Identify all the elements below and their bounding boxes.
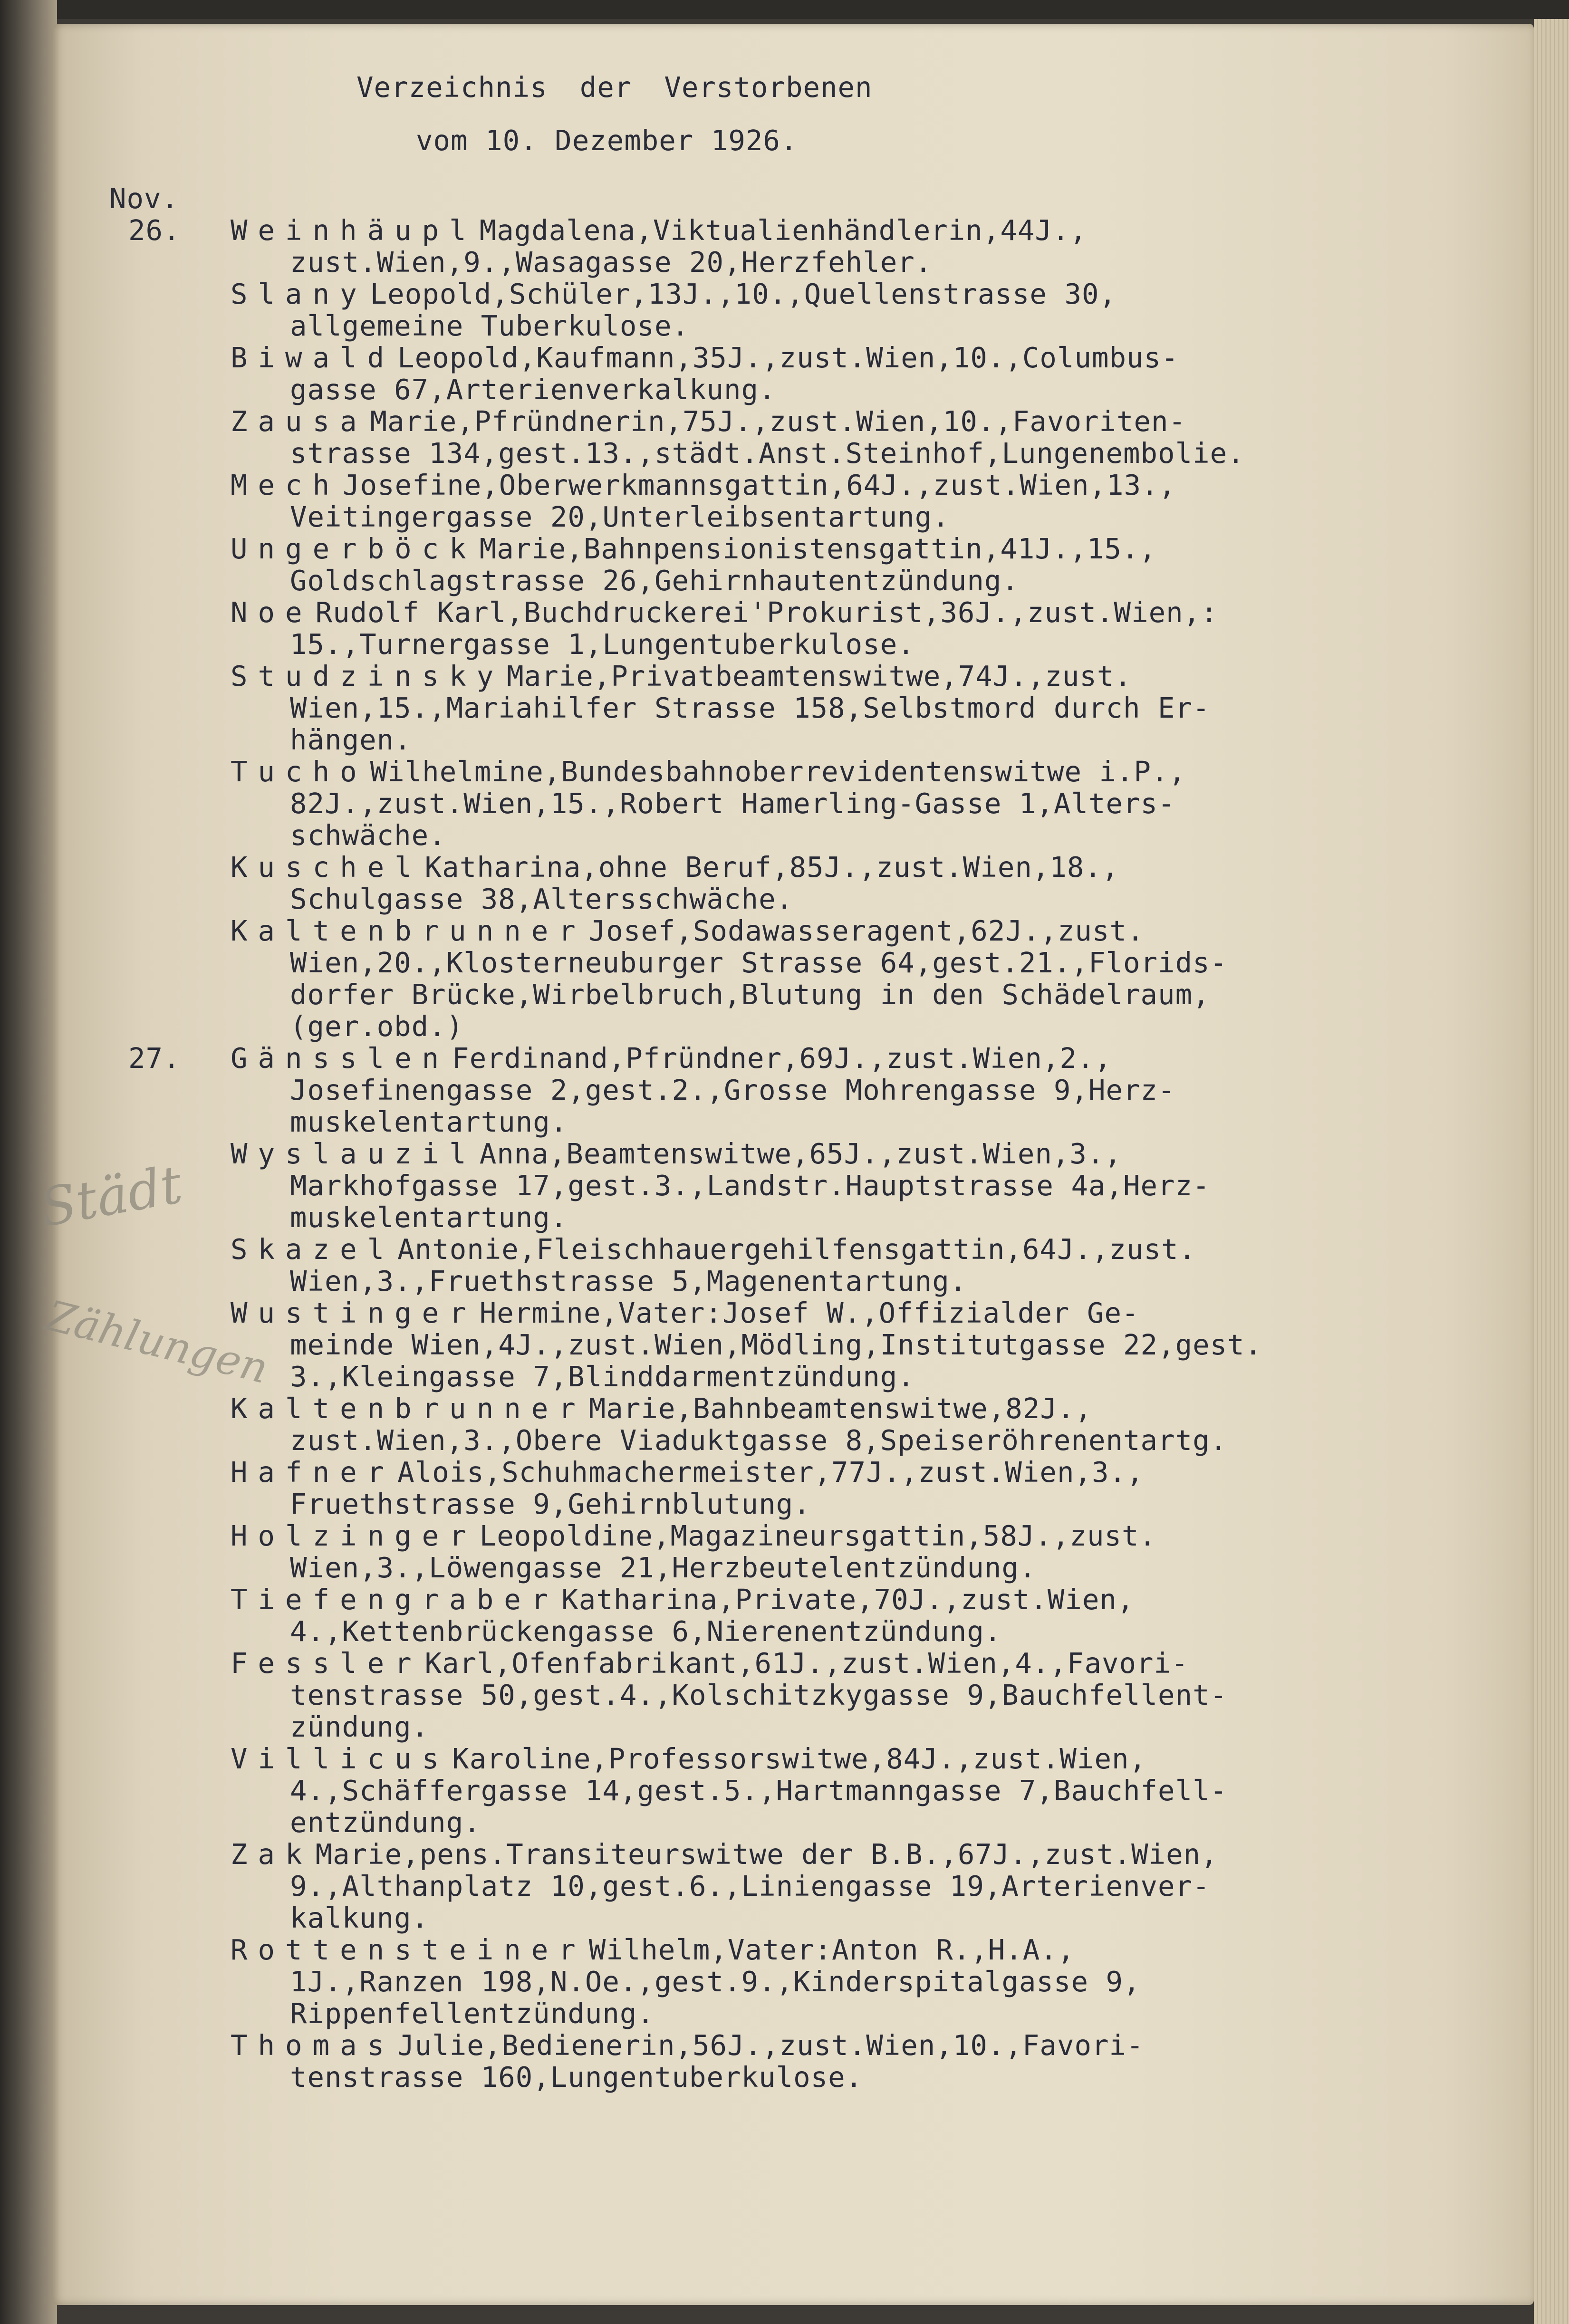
entry-first-line xyxy=(231,1392,1440,1424)
entry-surname: Kuschel xyxy=(231,851,422,884)
entry-text: Karoline,Professorswitwe,84J.,zust.Wien, xyxy=(452,1742,1147,1775)
day-number: 27. xyxy=(128,1042,181,1075)
entry-surname: Holzinger xyxy=(231,1519,477,1552)
entry-continuation-line xyxy=(231,724,1440,756)
entry-text: entzündung. xyxy=(290,1806,481,1839)
death-entry xyxy=(231,1838,1440,1934)
death-entry xyxy=(231,1392,1440,1456)
title-word: der xyxy=(579,71,632,104)
entry-text: Anna,Beamtenswitwe,65J.,zust.Wien,3., xyxy=(479,1137,1122,1170)
entry-surname: Wyslauzil xyxy=(231,1137,477,1170)
entry-text: 3.,Kleingasse 7,Blinddarmentzündung. xyxy=(290,1360,915,1393)
book-spine xyxy=(0,0,57,2324)
entry-surname: Noe xyxy=(231,596,313,629)
entry-first-line xyxy=(231,851,1440,883)
entry-continuation-line xyxy=(231,1424,1440,1456)
entry-continuation-line xyxy=(231,1997,1440,2029)
entry-continuation-line xyxy=(231,1552,1440,1584)
entry-text: Leopold,Schüler,13J.,10.,Quellenstrasse 30, xyxy=(370,278,1117,310)
entry-text: Markhofgasse 17,gest.3.,Landstr.Hauptstrasse 4a,Herz- xyxy=(290,1169,1210,1202)
scan-border-top xyxy=(0,0,1569,19)
entry-continuation-line xyxy=(231,883,1440,915)
entry-continuation-line xyxy=(231,692,1440,724)
entry-first-line xyxy=(231,214,1440,246)
death-entry xyxy=(231,915,1440,1042)
entry-text: Katharina,ohne Beruf,85J.,zust.Wien,18., xyxy=(424,851,1119,884)
entry-text: dorfer Brücke,Wirbelbruch,Blutung in den Schädelraum, xyxy=(290,978,1210,1011)
entry-surname: Weinhäupl xyxy=(231,214,477,247)
entry-surname: Skazel xyxy=(231,1233,395,1266)
margin-note-line-2: Zählungen xyxy=(41,1290,273,1393)
entry-continuation-line xyxy=(231,1074,1440,1106)
entry-continuation-line xyxy=(231,1615,1440,1647)
entry-continuation-line xyxy=(231,2061,1440,2093)
entry-first-line xyxy=(231,596,1440,628)
entry-continuation-line xyxy=(231,1775,1440,1806)
entry-continuation-line xyxy=(231,374,1440,405)
entry-text: Karl,Ofenfabrikant,61J.,zust.Wien,4.,Favori- xyxy=(424,1647,1189,1680)
death-entry xyxy=(231,1138,1440,1233)
death-entry xyxy=(231,2029,1440,2093)
death-entry xyxy=(231,851,1440,915)
entry-surname: Tiefengraber xyxy=(231,1583,559,1616)
entry-text: zündung. xyxy=(290,1710,429,1743)
entry-continuation-line xyxy=(231,1711,1440,1743)
entry-text: Josefinengasse 2,gest.2.,Grosse Mohrengasse 9,Herz- xyxy=(290,1074,1175,1106)
entry-first-line xyxy=(231,2029,1440,2061)
death-entry xyxy=(231,1584,1440,1647)
entry-text: zust.Wien,3.,Obere Viaduktgasse 8,Speiseröhrenentartg. xyxy=(290,1424,1228,1457)
entry-text: Antonie,Fleischhauergehilfensgattin,64J.,zust. xyxy=(397,1233,1196,1266)
entry-text: Julie,Bedienerin,56J.,zust.Wien,10.,Favori- xyxy=(397,2029,1144,2062)
entry-text: Marie,pens.Transiteurswitwe der B.B.,67J.,zust.Wien, xyxy=(315,1838,1218,1871)
entry-first-line xyxy=(231,533,1440,565)
entry-text: Wien,15.,Mariahilfer Strasse 158,Selbstmord durch Er- xyxy=(290,691,1210,724)
entry-text: Marie,Bahnpensionistensgattin,41J.,15., xyxy=(479,532,1157,565)
title-word: Verzeichnis xyxy=(356,71,548,104)
entry-first-line xyxy=(231,1233,1440,1265)
entry-text: Josef,Sodawasseragent,62J.,zust. xyxy=(588,914,1145,947)
entry-first-line xyxy=(231,1042,1440,1074)
entry-continuation-line xyxy=(231,1966,1440,1997)
entry-text: Veitingergasse 20,Unterleibsentartung. xyxy=(290,500,950,533)
entry-text: 82J.,zust.Wien,15.,Robert Hamerling-Gasse 1,Alters- xyxy=(290,787,1175,820)
entry-text: tenstrasse 50,gest.4.,Kolschitzkygasse 9,Bauchfellent- xyxy=(290,1679,1228,1711)
entry-first-line xyxy=(231,1743,1440,1775)
entry-text: hängen. xyxy=(290,723,412,756)
death-entry xyxy=(231,1456,1440,1520)
entry-surname: Tucho xyxy=(231,755,367,788)
entry-text: Hermine,Vater:Josef W.,Offizialder Ge- xyxy=(479,1296,1139,1329)
entry-text: Wien,3.,Fruethstrasse 5,Magenentartung. xyxy=(290,1265,967,1297)
entry-text: 1J.,Ranzen 198,N.Oe.,gest.9.,Kinderspitalgasse 9, xyxy=(290,1965,1141,1998)
entry-continuation-line xyxy=(231,437,1440,469)
entry-surname: Fessler xyxy=(231,1647,422,1680)
entry-first-line xyxy=(231,756,1440,787)
entry-continuation-line xyxy=(231,1806,1440,1838)
entry-surname: Ungerböck xyxy=(231,532,477,565)
death-entry xyxy=(231,1647,1440,1743)
entry-text: meinde Wien,4J.,zust.Wien,Mödling,Institutgasse 22,gest. xyxy=(290,1328,1262,1361)
entry-continuation-line xyxy=(231,787,1440,819)
title-word: Verstorbenen xyxy=(664,71,873,104)
entry-text: Wilhelmine,Bundesbahnoberrevidentenswitwe i.P., xyxy=(370,755,1186,788)
entry-text: 4.,Kettenbrückengasse 6,Nierenentzündung. xyxy=(290,1615,1002,1648)
entry-text: Marie,Privatbeamtenswitwe,74J.,zust. xyxy=(507,660,1132,692)
death-entry xyxy=(231,660,1440,756)
entry-continuation-line xyxy=(231,1679,1440,1711)
entry-text: muskelentartung. xyxy=(290,1201,568,1234)
entry-surname: Wustinger xyxy=(231,1296,477,1329)
entry-list xyxy=(231,214,1440,1042)
document-title xyxy=(109,71,1440,103)
entry-surname: Zausa xyxy=(231,405,367,438)
entry-continuation-line xyxy=(231,1488,1440,1520)
entry-text: kalkung. xyxy=(290,1901,429,1934)
entry-continuation-line xyxy=(231,1870,1440,1902)
entry-surname: Rottensteiner xyxy=(231,1933,586,1966)
entry-text: Rudolf Karl,Buchdruckerei'Prokurist,36J.,zust.Wien,: xyxy=(315,596,1218,629)
entry-surname: Slany xyxy=(231,278,367,310)
death-register xyxy=(109,214,1440,2093)
entry-text: Wien,20.,Klosterneuburger Strasse 64,gest.21.,Florids- xyxy=(290,946,1228,979)
month-label: Nov. xyxy=(109,182,179,215)
entry-continuation-line xyxy=(231,1902,1440,1934)
entry-text: Fruethstrasse 9,Gehirnblutung. xyxy=(290,1488,811,1520)
entry-continuation-line xyxy=(231,819,1440,851)
entry-surname: Biwald xyxy=(231,341,395,374)
entry-first-line xyxy=(231,405,1440,437)
entry-first-line xyxy=(231,278,1440,310)
death-entry xyxy=(231,756,1440,851)
entry-first-line xyxy=(231,1584,1440,1615)
entry-continuation-line xyxy=(231,628,1440,660)
entry-text: muskelentartung. xyxy=(290,1105,568,1138)
entry-continuation-line xyxy=(231,246,1440,278)
entry-continuation-line xyxy=(231,1265,1440,1297)
ledger-content xyxy=(109,71,1440,2093)
entry-text: (ger.obd.) xyxy=(290,1010,464,1043)
entry-continuation-line xyxy=(231,310,1440,342)
death-entry xyxy=(231,469,1440,533)
entry-text: zust.Wien,9.,Wasagasse 20,Herzfehler. xyxy=(290,246,933,278)
entry-continuation-line xyxy=(231,1361,1440,1392)
death-entry xyxy=(231,596,1440,660)
entry-list xyxy=(231,1042,1440,2093)
entry-continuation-line xyxy=(231,1201,1440,1233)
entry-text: Rippenfellentzündung. xyxy=(290,1997,655,2030)
entry-text: Leopold,Kaufmann,35J.,zust.Wien,10.,Columbus- xyxy=(397,341,1179,374)
entry-first-line xyxy=(231,915,1440,947)
death-entry xyxy=(231,278,1440,342)
entry-surname: Gänsslen xyxy=(231,1042,450,1075)
death-entry xyxy=(231,1297,1440,1392)
entry-text: tenstrasse 160,Lungentuberkulose. xyxy=(290,2061,863,2094)
entry-continuation-line xyxy=(231,979,1440,1010)
death-entry xyxy=(231,533,1440,596)
entry-continuation-line xyxy=(231,1170,1440,1201)
entry-continuation-line xyxy=(231,1010,1440,1042)
entry-continuation-line xyxy=(231,1329,1440,1361)
entry-text: Josefine,Oberwerkmannsgattin,64J.,zust.Wien,13., xyxy=(343,469,1176,501)
entry-first-line xyxy=(231,1138,1440,1170)
entry-first-line xyxy=(231,1520,1440,1552)
entry-continuation-line xyxy=(231,565,1440,596)
entry-first-line xyxy=(231,342,1440,374)
entry-surname: Studzinsky xyxy=(231,660,504,692)
entry-surname: Kaltenbrunner xyxy=(231,914,586,947)
death-entry xyxy=(231,1042,1440,1138)
death-entry xyxy=(231,1233,1440,1297)
entry-first-line xyxy=(231,1456,1440,1488)
entry-text: allgemeine Tuberkulose. xyxy=(290,309,689,342)
entry-continuation-line xyxy=(231,947,1440,979)
entry-first-line xyxy=(231,1647,1440,1679)
entry-text: Ferdinand,Pfründner,69J.,zust.Wien,2., xyxy=(452,1042,1112,1075)
day-group xyxy=(109,214,1440,1042)
entry-text: 4.,Schäffergasse 14,gest.5.,Hartmanngasse 7,Bauchfell- xyxy=(290,1774,1228,1807)
entry-first-line xyxy=(231,660,1440,692)
entry-first-line xyxy=(231,469,1440,501)
death-entry xyxy=(231,405,1440,469)
death-entry xyxy=(231,214,1440,278)
entry-first-line xyxy=(231,1934,1440,1966)
page-stack-edge xyxy=(1534,19,1569,2324)
entry-surname: Thomas xyxy=(231,2029,395,2062)
entry-text: strasse 134,gest.13.,städt.Anst.Steinhof,Lungenembolie. xyxy=(290,437,1245,470)
entry-text: Wilhelm,Vater:Anton R.,H.A., xyxy=(588,1933,1075,1966)
entry-surname: Villicus xyxy=(231,1742,450,1775)
death-entry xyxy=(231,342,1440,405)
entry-first-line xyxy=(231,1297,1440,1329)
entry-surname: Mech xyxy=(231,469,340,501)
entry-text: Marie,Pfründnerin,75J.,zust.Wien,10.,Favoriten- xyxy=(370,405,1186,438)
entry-text: Leopoldine,Magazineursgattin,58J.,zust. xyxy=(479,1519,1157,1552)
entry-text: Marie,Bahnbeamtenswitwe,82J., xyxy=(588,1392,1092,1425)
day-number: 26. xyxy=(128,214,181,247)
margin-note-line-1: Städt xyxy=(35,1153,187,1239)
entry-text: Wien,3.,Löwengasse 21,Herzbeutelentzündung. xyxy=(290,1551,1037,1584)
entry-continuation-line xyxy=(231,1106,1440,1138)
entry-text: Schulgasse 38,Altersschwäche. xyxy=(290,883,794,915)
entry-surname: Zak xyxy=(231,1838,313,1871)
entry-surname: Kaltenbrunner xyxy=(231,1392,586,1425)
entry-text: 9.,Althanplatz 10,gest.6.,Liniengasse 19,Arterienver- xyxy=(290,1870,1210,1902)
entry-continuation-line xyxy=(231,501,1440,533)
entry-text: 15.,Turnergasse 1,Lungentuberkulose. xyxy=(290,628,915,661)
entry-text: gasse 67,Arterienverkalkung. xyxy=(290,373,776,406)
entry-text: schwäche. xyxy=(290,819,446,852)
death-entry xyxy=(231,1520,1440,1584)
entry-text: Goldschlagstrasse 26,Gehirnhautentzündung. xyxy=(290,564,1019,597)
entry-surname: Hafner xyxy=(231,1456,395,1489)
day-group xyxy=(109,1042,1440,2093)
document-date-line: vom 10. Dezember 1926. xyxy=(416,124,798,157)
entry-text: Alois,Schuhmachermeister,77J.,zust.Wien,3., xyxy=(397,1456,1144,1489)
death-entry xyxy=(231,1934,1440,2029)
entry-text: Magdalena,Viktualienhändlerin,44J., xyxy=(479,214,1087,247)
death-entry xyxy=(231,1743,1440,1838)
entry-first-line xyxy=(231,1838,1440,1870)
entry-text: Katharina,Private,70J.,zust.Wien, xyxy=(561,1583,1135,1616)
